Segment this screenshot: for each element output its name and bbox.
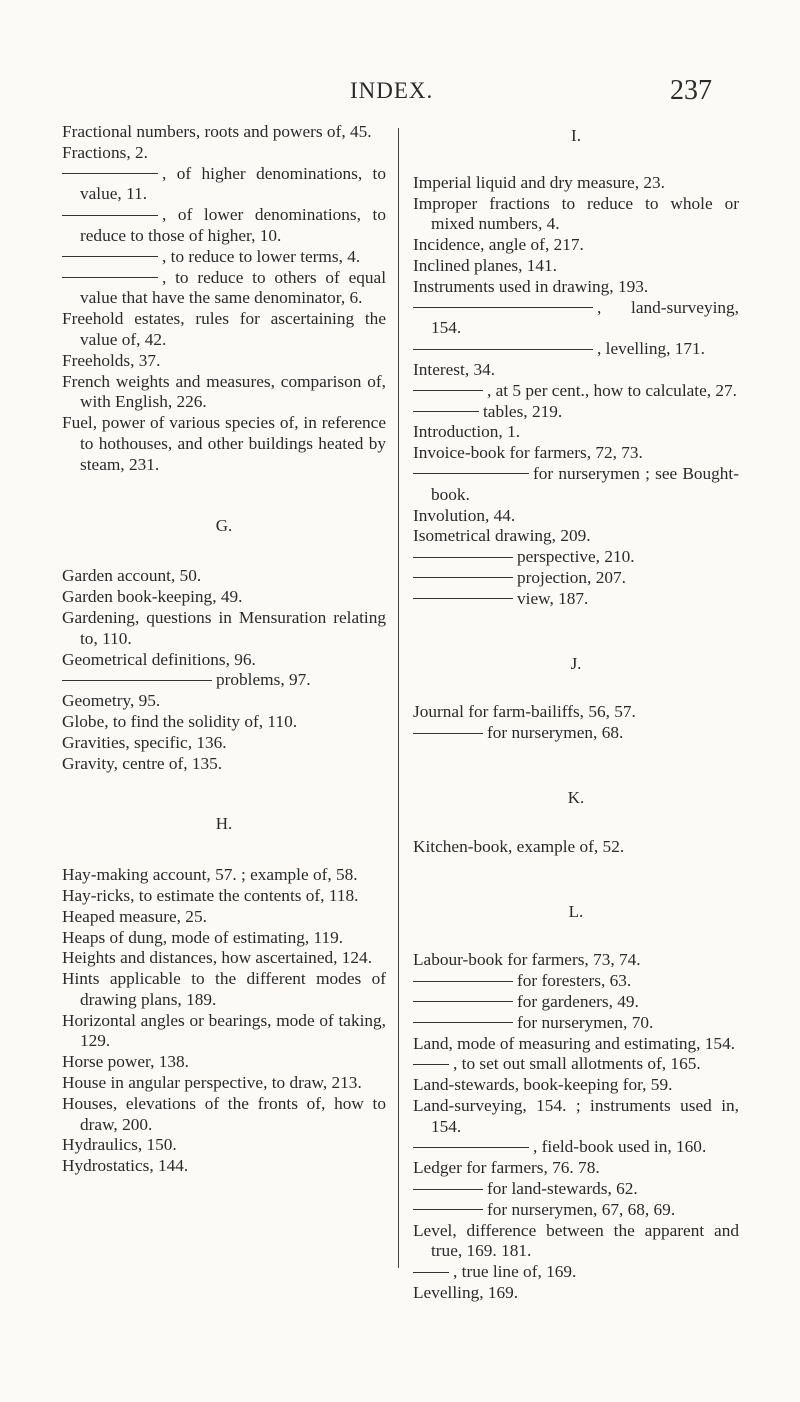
ditto-rule (62, 277, 158, 278)
ditto-rule (413, 733, 483, 734)
index-entry: Level, difference between the apparent and true, 169. 181. (413, 1220, 739, 1261)
index-entry: Interest, 34. (413, 359, 496, 379)
ditto-rule (413, 473, 529, 474)
index-entry: Ledger for farmers, 76. 78. (413, 1158, 600, 1178)
ditto-rule (413, 1147, 529, 1148)
index-subentry: problems, 97. (62, 670, 386, 691)
index-subentry: for foresters, 63. (413, 971, 739, 992)
index-entry: Garden account, 50. (62, 566, 202, 586)
index-entry: Land, mode of measuring and estimating, 154. (413, 1033, 736, 1053)
ditto-rule (413, 1272, 449, 1273)
index-entry: Fractions, 2. (62, 142, 148, 162)
ditto-rule (413, 1209, 483, 1210)
index-entry: Journal for farm-bailiffs, 56, 57. (413, 702, 636, 722)
index-entry: Kitchen-book, example of, 52. (413, 836, 625, 856)
index-entry: Hydraulics, 150. (62, 1135, 177, 1155)
section-heading-g: G. (215, 515, 233, 535)
index-entry: House in angular perspective, to draw, 213. (62, 1073, 362, 1093)
ditto-rule (62, 215, 158, 216)
index-entry: Labour-book for farmers, 73, 74. (413, 950, 641, 970)
index-entry: Introduction, 1. (413, 422, 521, 442)
index-entry: Hay-making account, 57. ; example of, 58. (62, 865, 358, 885)
ditto-rule (413, 411, 479, 412)
index-subentry: perspective, 210. (413, 547, 739, 568)
ditto-rule (413, 1001, 513, 1002)
index-subentry: , land-surveying, 154. (413, 298, 739, 340)
ditto-rule (413, 307, 593, 308)
index-entry: Geometrical definitions, 96. (62, 649, 256, 669)
index-entry: Fuel, power of various species of, in reference to hothouses, and other buildings heated by steam, 231. (62, 413, 386, 474)
index-entry: Improper fractions to reduce to whole or mixed numbers, 4. (413, 193, 739, 234)
index-entry: Inclined planes, 141. (413, 255, 557, 275)
right-column (413, 122, 739, 1304)
index-entry: Gravities, specific, 136. (62, 732, 227, 752)
index-subentry: , to reduce to lower terms, 4. (62, 247, 386, 268)
index-subentry: , levelling, 171. (413, 339, 739, 360)
index-subentry: , at 5 per cent., how to calculate, 27. (413, 381, 739, 402)
section-heading-k: K. (567, 787, 585, 807)
index-entry: Heights and distances, how ascertained, 124. (62, 948, 373, 968)
ditto-rule (413, 557, 513, 558)
index-subentry: , to reduce to others of equal value that have the same denominator, 6. (62, 268, 386, 310)
index-subentry: , to set out small allotments of, 165. (413, 1054, 739, 1075)
section-heading-i: I. (571, 126, 581, 145)
ditto-rule (413, 981, 513, 982)
page-header (0, 75, 800, 110)
index-subentry: for nurserymen, 67, 68, 69. (413, 1200, 739, 1221)
ditto-rule (413, 577, 513, 578)
index-entry: Horizontal angles or bearings, mode of taking, 129. (62, 1010, 386, 1051)
index-entry: Levelling, 169. (413, 1283, 519, 1303)
index-subentry: for nurserymen ; see Bought-book. (413, 464, 739, 506)
index-entry: Instruments used in drawing, 193. (413, 276, 649, 296)
index-entry: Globe, to find the solidity of, 110. (62, 711, 298, 731)
index-entry: Freehold estates, rules for ascertaining the value of, 42. (62, 309, 386, 349)
ditto-rule (413, 1064, 449, 1065)
index-entry: Gardening, questions in Mensuration relating to, 110. (62, 607, 386, 648)
index-entry: Involution, 44. (413, 505, 516, 525)
index-subentry: , of higher denominations, to value, 11. (62, 164, 386, 206)
running-title: INDEX. (350, 78, 434, 103)
index-subentry: , of lower denominations, to reduce to those of higher, 10. (62, 205, 386, 247)
index-entry: Land-stewards, book-keeping for, 59. (413, 1075, 673, 1095)
ditto-rule (62, 680, 212, 681)
index-entry: Isometrical drawing, 209. (413, 526, 591, 546)
column-divider (398, 128, 399, 1268)
index-entry: Geometry, 95. (62, 691, 161, 711)
page-number: 237 (670, 75, 712, 106)
index-subentry: for land-stewards, 62. (413, 1179, 739, 1200)
index-entry: Hay-ricks, to estimate the contents of, 118. (62, 885, 359, 905)
index-entry: Imperial liquid and dry measure, 23. (413, 172, 665, 192)
ditto-rule (413, 1189, 483, 1190)
index-subentry: tables, 219. (413, 402, 739, 423)
index-entry: French weights and measures, comparison of, with English, 226. (62, 371, 386, 412)
index-subentry: view, 187. (413, 589, 739, 610)
ditto-rule (413, 1022, 513, 1023)
index-subentry: , true line of, 169. (413, 1262, 739, 1283)
left-column (62, 122, 386, 1177)
index-entry: Freeholds, 37. (62, 350, 161, 370)
section-heading-l: L. (568, 901, 584, 921)
ditto-rule (62, 173, 158, 174)
index-subentry: , field-book used in, 160. (413, 1137, 739, 1158)
index-entry: Heaps of dung, mode of estimating, 119. (62, 927, 344, 947)
index-entry: Garden book-keeping, 49. (62, 587, 243, 607)
index-subentry: for nurserymen, 68. (413, 723, 739, 744)
section-heading-h: H. (215, 814, 233, 834)
index-subentry: for gardeners, 49. (413, 992, 739, 1013)
index-entry: Horse power, 138. (62, 1052, 189, 1072)
ditto-rule (413, 349, 593, 350)
ditto-rule (413, 390, 483, 391)
index-entry: Hints applicable to the different modes of drawing plans, 189. (62, 969, 386, 1009)
index-entry: Incidence, angle of, 217. (413, 235, 584, 255)
index-entry: Fractional numbers, roots and powers of, 45. (62, 122, 372, 141)
index-subentry: projection, 207. (413, 568, 739, 589)
ditto-rule (62, 256, 158, 257)
index-entry: Gravity, centre of, 135. (62, 753, 223, 773)
index-entry: Hydrostatics, 144. (62, 1156, 189, 1176)
index-entry: Houses, elevations of the fronts of, how to draw, 200. (62, 1093, 386, 1134)
ditto-rule (413, 598, 513, 599)
index-entry: Land-surveying, 154. ; instruments used in, 154. (413, 1095, 739, 1136)
index-entry: Heaped measure, 25. (62, 906, 207, 926)
index-subentry: for nurserymen, 70. (413, 1013, 739, 1034)
section-heading-j: J. (570, 653, 582, 673)
index-entry: Invoice-book for farmers, 72, 73. (413, 443, 643, 463)
